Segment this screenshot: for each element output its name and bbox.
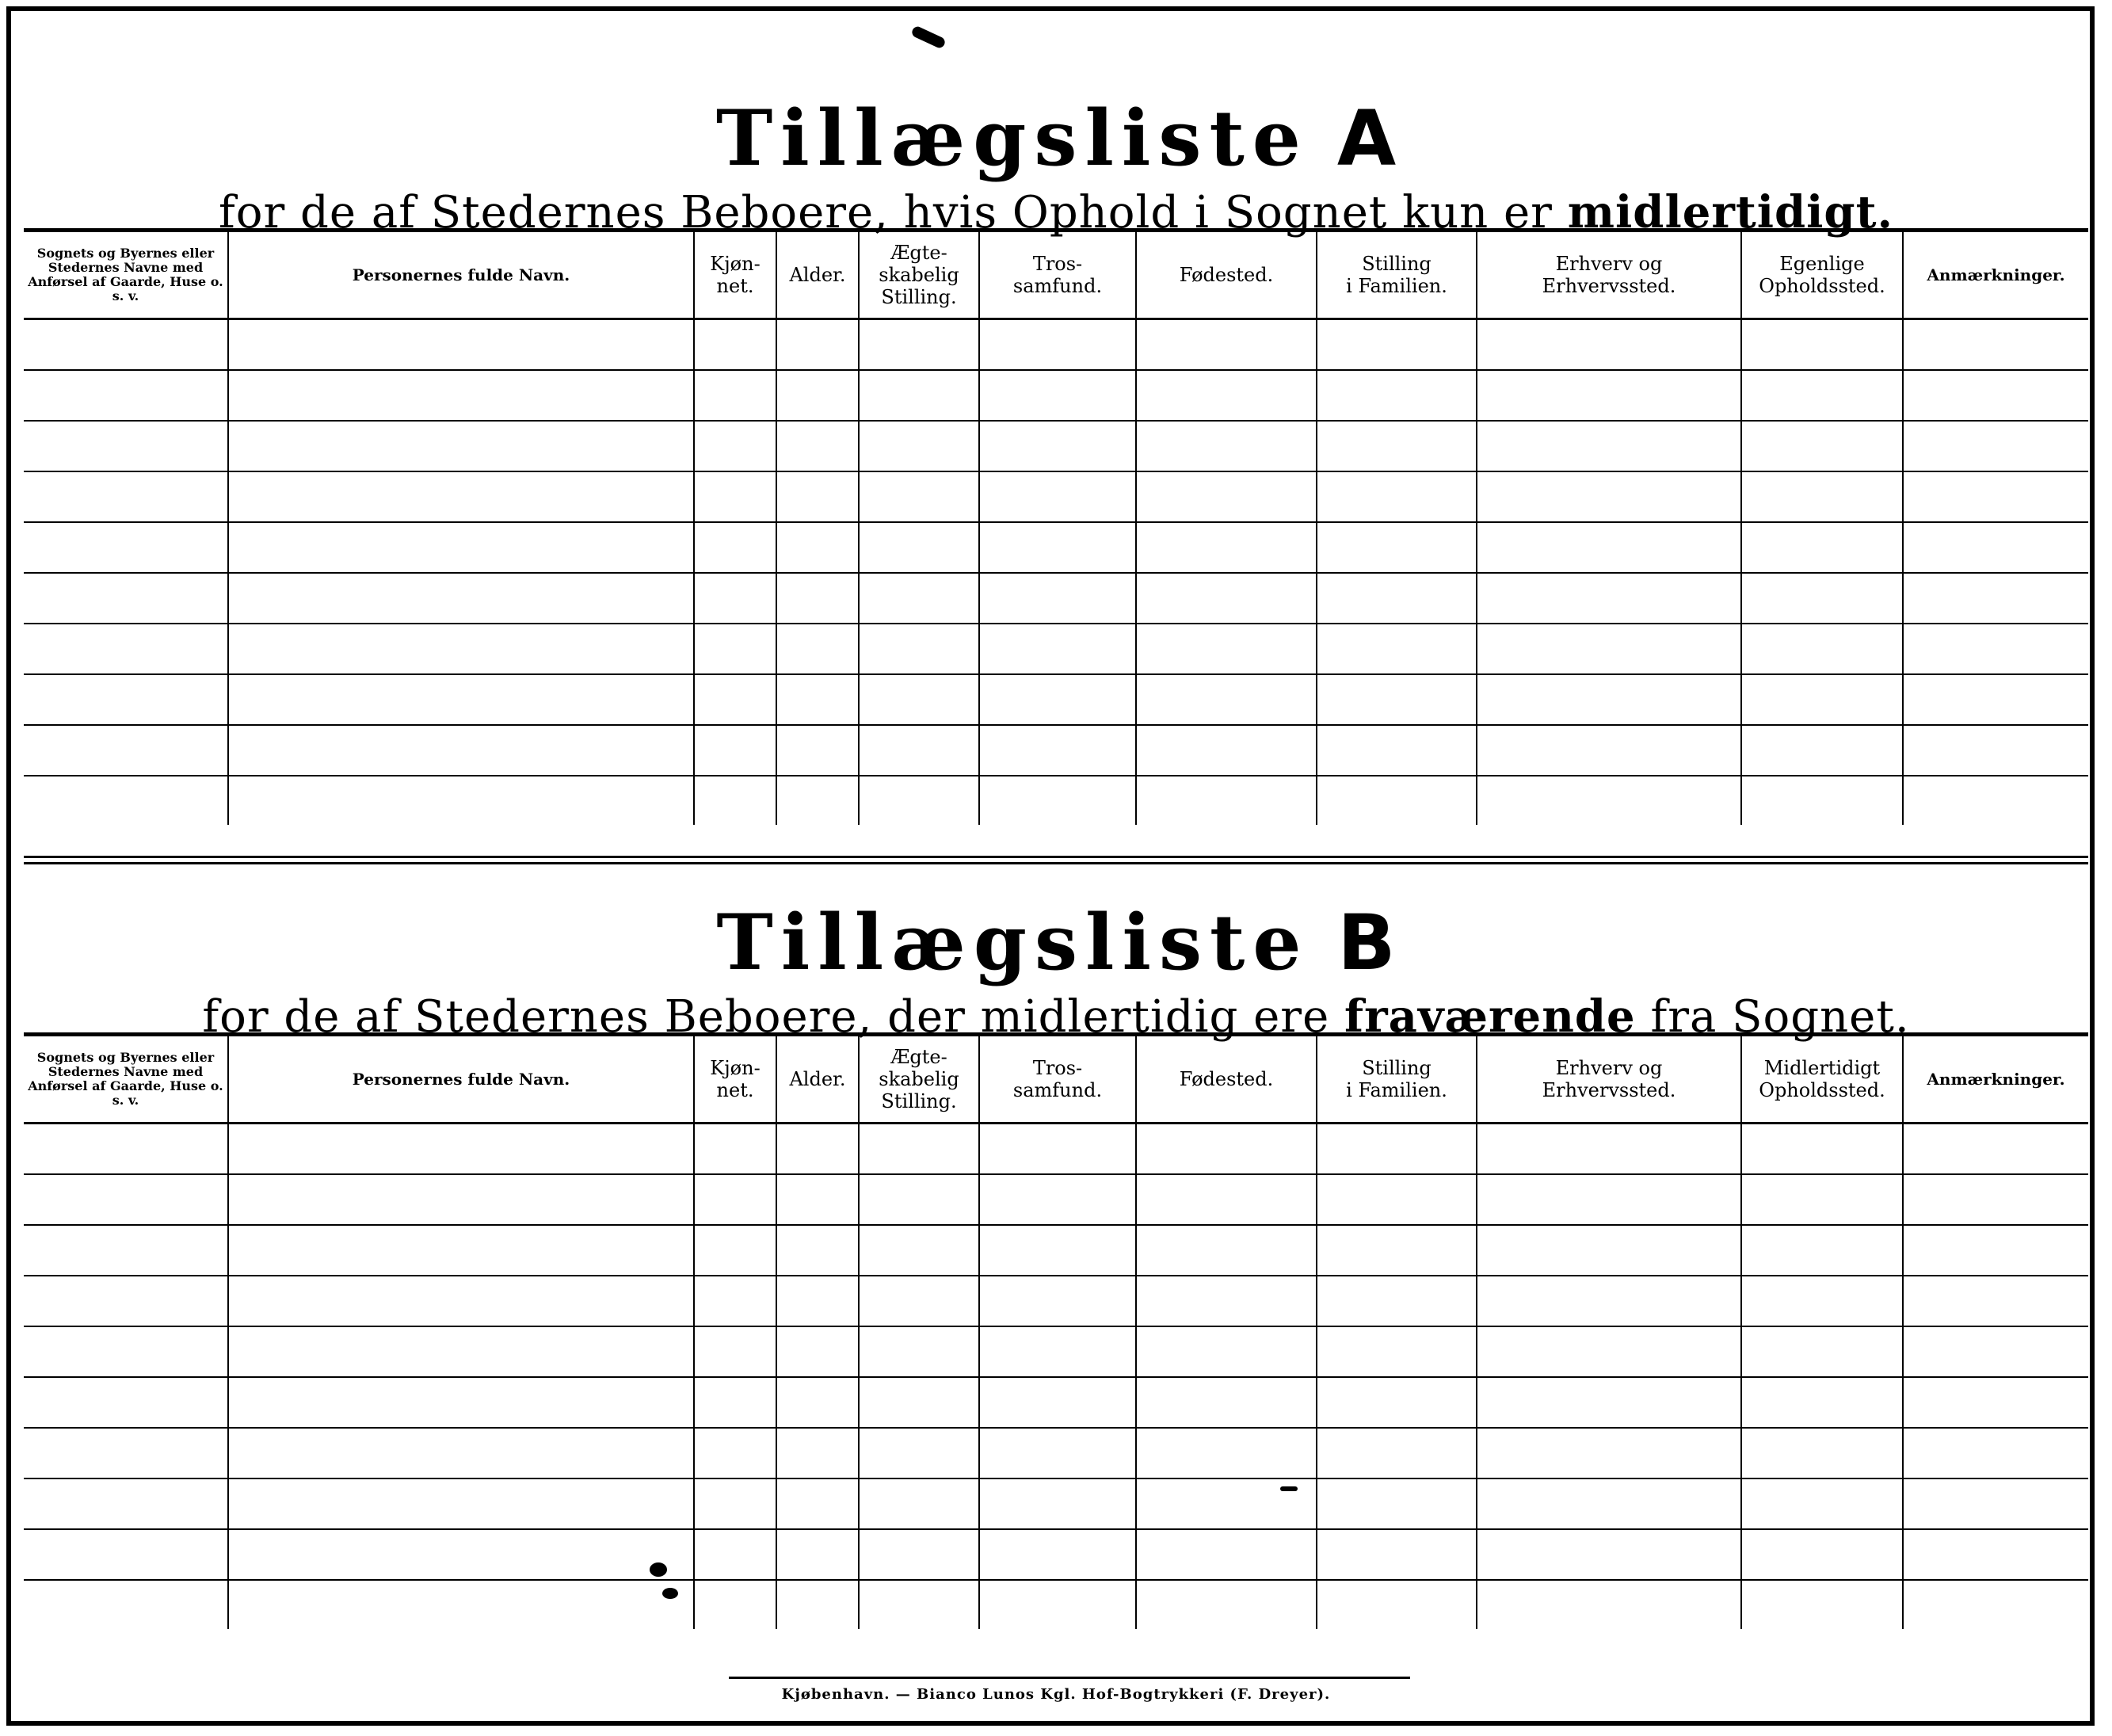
table-cell[interactable]	[979, 1529, 1136, 1580]
table-cell[interactable]	[979, 725, 1136, 776]
table-cell[interactable]	[24, 319, 228, 370]
table-cell[interactable]	[979, 1124, 1136, 1174]
table-cell[interactable]	[694, 1276, 776, 1326]
table-cell[interactable]	[979, 1174, 1136, 1225]
table-cell[interactable]	[1317, 1529, 1477, 1580]
table-cell[interactable]	[228, 370, 694, 421]
table-cell[interactable]	[694, 370, 776, 421]
col-header-remarks: Anmærkninger.	[1903, 1035, 2088, 1124]
table-cell[interactable]	[1477, 776, 1741, 825]
table-cell[interactable]	[776, 1326, 859, 1377]
table-cell[interactable]	[776, 573, 859, 624]
table-cell[interactable]	[24, 522, 228, 573]
table-cell[interactable]	[1741, 1124, 1903, 1174]
table-cell[interactable]	[1741, 624, 1903, 674]
table-cell[interactable]	[1903, 319, 2088, 370]
table-cell[interactable]	[24, 1428, 228, 1478]
table-cell[interactable]	[1136, 421, 1317, 471]
table-row	[24, 1124, 2088, 1174]
table-cell[interactable]	[1741, 370, 1903, 421]
table-cell[interactable]	[1903, 471, 2088, 522]
table-cell[interactable]	[1317, 1326, 1477, 1377]
table-cell[interactable]	[776, 1478, 859, 1529]
table-cell[interactable]	[228, 522, 694, 573]
table-cell[interactable]	[694, 1174, 776, 1225]
table-cell[interactable]	[1317, 573, 1477, 624]
ink-speck	[662, 1588, 678, 1599]
table-cell[interactable]	[859, 1478, 979, 1529]
table-cell[interactable]	[1903, 421, 2088, 471]
table-cell[interactable]	[1317, 1428, 1477, 1478]
table-cell[interactable]	[1477, 1428, 1741, 1478]
table-cell[interactable]	[979, 1225, 1136, 1276]
table-cell[interactable]	[1741, 725, 1903, 776]
col-header-family-position: Stilling i Familien.	[1317, 231, 1477, 319]
table-cell[interactable]	[1903, 725, 2088, 776]
table-cell[interactable]	[1136, 522, 1317, 573]
table-row	[24, 370, 2088, 421]
table-cell[interactable]	[776, 1174, 859, 1225]
table-cell[interactable]	[1136, 624, 1317, 674]
table-cell[interactable]	[1136, 471, 1317, 522]
col-header-occupation: Erhverv og Erhvervssted.	[1477, 1035, 1741, 1124]
title-a	[24, 95, 2088, 182]
table-cell[interactable]	[1317, 1276, 1477, 1326]
table-cell[interactable]	[859, 674, 979, 725]
col-header-marital-status: Ægte- skabelig Stilling.	[859, 1035, 979, 1124]
col-header-marital-status: Ægte- skabelig Stilling.	[859, 231, 979, 319]
table-row	[24, 776, 2088, 825]
table-cell[interactable]	[1477, 1326, 1741, 1377]
table-cell[interactable]	[776, 725, 859, 776]
table-cell[interactable]	[1477, 725, 1741, 776]
table-cell[interactable]	[1741, 319, 1903, 370]
table-cell[interactable]	[979, 471, 1136, 522]
table-row	[24, 674, 2088, 725]
table-cell[interactable]	[1903, 1529, 2088, 1580]
col-header-religion: Tros- samfund.	[979, 231, 1136, 319]
table-cell[interactable]	[24, 624, 228, 674]
table-cell[interactable]	[859, 1326, 979, 1377]
table-cell[interactable]	[859, 319, 979, 370]
table-cell[interactable]	[1477, 471, 1741, 522]
table-cell[interactable]	[694, 471, 776, 522]
table-row	[24, 1428, 2088, 1478]
table-cell[interactable]	[1136, 1326, 1317, 1377]
table-cell[interactable]	[979, 319, 1136, 370]
col-header-sex: Kjøn- net.	[694, 231, 776, 319]
table-cell[interactable]	[776, 319, 859, 370]
table-cell[interactable]	[1903, 522, 2088, 573]
table-cell[interactable]	[228, 1124, 694, 1174]
table-cell[interactable]	[776, 624, 859, 674]
table-cell[interactable]	[776, 370, 859, 421]
table-cell[interactable]	[24, 1529, 228, 1580]
col-header-remarks: Anmærkninger.	[1903, 231, 2088, 319]
table-cell[interactable]	[1317, 522, 1477, 573]
table-cell[interactable]	[1903, 624, 2088, 674]
table-cell[interactable]	[1903, 1377, 2088, 1428]
title-a-letter: A	[1336, 94, 1397, 183]
table-cell[interactable]	[694, 776, 776, 825]
header-row	[24, 1035, 2088, 1124]
table-cell[interactable]	[859, 1124, 979, 1174]
table-cell[interactable]	[1741, 1174, 1903, 1225]
table-cell[interactable]	[228, 1276, 694, 1326]
printer-imprint: Kjøbenhavn. — Bianco Lunos Kgl. Hof-Bogtrykkeri (F. Dreyer).	[781, 1686, 1331, 1703]
table-cell[interactable]	[1136, 1225, 1317, 1276]
table-cell[interactable]	[228, 573, 694, 624]
table-cell[interactable]	[776, 674, 859, 725]
table-cell[interactable]	[1741, 1478, 1903, 1529]
table-cell[interactable]	[776, 522, 859, 573]
table-cell[interactable]	[979, 573, 1136, 624]
table-cell[interactable]	[1136, 725, 1317, 776]
register-body-b	[24, 1124, 2088, 1629]
col-header-location: Sognets og Byernes eller Stedernes Navne med Anførsel af Gaarde, Huse o. s. v.	[24, 1035, 228, 1124]
table-cell[interactable]	[1741, 1225, 1903, 1276]
table-row	[24, 1276, 2088, 1326]
table-cell[interactable]	[24, 1276, 228, 1326]
table-cell[interactable]	[228, 471, 694, 522]
table-cell[interactable]	[979, 421, 1136, 471]
table-cell[interactable]	[228, 624, 694, 674]
register-body-a	[24, 319, 2088, 825]
footer-rule	[729, 1677, 1410, 1679]
table-cell[interactable]	[1741, 776, 1903, 825]
header-row	[24, 231, 2088, 319]
table-cell[interactable]	[1903, 1124, 2088, 1174]
table-cell[interactable]	[1477, 573, 1741, 624]
table-cell[interactable]	[979, 674, 1136, 725]
col-header-birthplace: Fødested.	[1136, 231, 1317, 319]
table-cell[interactable]	[1903, 674, 2088, 725]
table-cell[interactable]	[1903, 1225, 2088, 1276]
table-cell[interactable]	[1136, 1529, 1317, 1580]
table-cell[interactable]	[776, 471, 859, 522]
col-header-occupation: Erhverv og Erhvervssted.	[1477, 231, 1741, 319]
table-row	[24, 725, 2088, 776]
ink-speck	[1280, 1486, 1298, 1491]
table-cell[interactable]	[228, 1580, 694, 1629]
table-cell[interactable]	[1477, 1225, 1741, 1276]
table-row	[24, 1225, 2088, 1276]
table-cell[interactable]	[1741, 471, 1903, 522]
table-cell[interactable]	[228, 776, 694, 825]
table-cell[interactable]	[228, 1174, 694, 1225]
table-cell[interactable]	[859, 1377, 979, 1428]
table-row	[24, 1529, 2088, 1580]
table-cell[interactable]	[228, 421, 694, 471]
table-cell[interactable]	[694, 1326, 776, 1377]
table-cell[interactable]	[1477, 319, 1741, 370]
subtitle-a-emphasis: midlertidigt.	[1567, 186, 1893, 238]
table-cell[interactable]	[694, 522, 776, 573]
table-cell[interactable]	[1317, 1377, 1477, 1428]
table-cell[interactable]	[1317, 1174, 1477, 1225]
table-cell[interactable]	[1136, 370, 1317, 421]
table-cell[interactable]	[1136, 674, 1317, 725]
table-cell[interactable]	[694, 1377, 776, 1428]
table-cell[interactable]	[859, 1276, 979, 1326]
table-cell[interactable]	[694, 1124, 776, 1174]
register-table-a	[24, 228, 2088, 825]
table-cell[interactable]	[1741, 1529, 1903, 1580]
table-cell[interactable]	[979, 370, 1136, 421]
table-cell[interactable]	[1741, 1276, 1903, 1326]
table-cell[interactable]	[694, 421, 776, 471]
table-cell[interactable]	[228, 1377, 694, 1428]
section-divider	[24, 856, 2088, 864]
table-cell[interactable]	[776, 1276, 859, 1326]
table-cell[interactable]	[1741, 522, 1903, 573]
table-cell[interactable]	[228, 674, 694, 725]
table-cell[interactable]	[859, 522, 979, 573]
title-b-text: Tillægsliste	[716, 898, 1310, 987]
table-cell[interactable]	[1317, 1124, 1477, 1174]
col-header-residence: Egenlige Opholdssted.	[1741, 231, 1903, 319]
subtitle-b-text-end: fra Sognet.	[1650, 991, 1910, 1043]
table-cell[interactable]	[1136, 776, 1317, 825]
table-cell[interactable]	[694, 674, 776, 725]
table-cell[interactable]	[228, 319, 694, 370]
table-cell[interactable]	[1477, 522, 1741, 573]
table-cell[interactable]	[694, 1478, 776, 1529]
title-b	[24, 899, 2088, 986]
table-cell[interactable]	[228, 1225, 694, 1276]
table-cell[interactable]	[1317, 725, 1477, 776]
table-cell[interactable]	[1903, 1276, 2088, 1326]
table-cell[interactable]	[24, 421, 228, 471]
table-cell[interactable]	[1903, 1174, 2088, 1225]
table-cell[interactable]	[1741, 1326, 1903, 1377]
table-cell[interactable]	[694, 1225, 776, 1276]
table-cell[interactable]	[1477, 1276, 1741, 1326]
table-cell[interactable]	[859, 573, 979, 624]
table-cell[interactable]	[979, 776, 1136, 825]
table-cell[interactable]	[859, 1529, 979, 1580]
table-cell[interactable]	[979, 1428, 1136, 1478]
table-cell[interactable]	[1477, 421, 1741, 471]
table-cell[interactable]	[859, 421, 979, 471]
table-cell[interactable]	[1136, 1428, 1317, 1478]
table-cell[interactable]	[859, 624, 979, 674]
table-cell[interactable]	[24, 1124, 228, 1174]
table-cell[interactable]	[1903, 1580, 2088, 1629]
ink-speck	[650, 1562, 667, 1577]
table-cell[interactable]	[1741, 1428, 1903, 1478]
title-a-text: Tillægsliste	[715, 93, 1309, 183]
table-cell[interactable]	[228, 1326, 694, 1377]
subtitle-a-text: for de af Stedernes Beboere, hvis Ophold i Sognet kun er	[219, 187, 1553, 238]
table-cell[interactable]	[776, 1529, 859, 1580]
table-cell[interactable]	[1317, 1225, 1477, 1276]
table-cell[interactable]	[24, 776, 228, 825]
subtitle-b-text: for de af Stedernes Beboere, der midlertidig ere	[202, 991, 1330, 1043]
table-cell[interactable]	[24, 1225, 228, 1276]
col-header-sex: Kjøn- net.	[694, 1035, 776, 1124]
col-header-temporary-residence: Midlertidigt Opholdssted.	[1741, 1035, 1903, 1124]
table-cell[interactable]	[1477, 1580, 1741, 1629]
table-cell[interactable]	[1903, 1428, 2088, 1478]
table-cell[interactable]	[24, 370, 228, 421]
table-cell[interactable]	[1903, 776, 2088, 825]
table-cell[interactable]	[1136, 1174, 1317, 1225]
table-cell[interactable]	[24, 573, 228, 624]
table-cell[interactable]	[1317, 471, 1477, 522]
table-cell[interactable]	[859, 370, 979, 421]
table-cell[interactable]	[24, 674, 228, 725]
table-cell[interactable]	[776, 1377, 859, 1428]
table-cell[interactable]	[1903, 573, 2088, 624]
table-cell[interactable]	[776, 1225, 859, 1276]
table-cell[interactable]	[694, 1428, 776, 1478]
table-cell[interactable]	[1741, 674, 1903, 725]
table-cell[interactable]	[776, 1580, 859, 1629]
table-cell[interactable]	[1477, 370, 1741, 421]
table-cell[interactable]	[859, 1580, 979, 1629]
table-cell[interactable]	[1903, 1478, 2088, 1529]
table-cell[interactable]	[694, 624, 776, 674]
table-cell[interactable]	[228, 1529, 694, 1580]
table-cell[interactable]	[1136, 1580, 1317, 1629]
table-cell[interactable]	[1317, 1580, 1477, 1629]
table-cell[interactable]	[694, 573, 776, 624]
col-header-age: Alder.	[776, 231, 859, 319]
table-cell[interactable]	[1477, 1124, 1741, 1174]
table-cell[interactable]	[1477, 1529, 1741, 1580]
table-cell[interactable]	[859, 725, 979, 776]
col-header-location: Sognets og Byernes eller Stedernes Navne med Anførsel af Gaarde, Huse o. s. v.	[24, 231, 228, 319]
table-cell[interactable]	[24, 471, 228, 522]
table-cell[interactable]	[24, 1478, 228, 1529]
subtitle-b-emphasis: fraværende	[1344, 990, 1636, 1043]
table-cell[interactable]	[979, 522, 1136, 573]
col-header-age: Alder.	[776, 1035, 859, 1124]
table-cell[interactable]	[776, 776, 859, 825]
table-cell[interactable]	[1477, 674, 1741, 725]
table-cell[interactable]	[694, 725, 776, 776]
table-cell[interactable]	[1741, 573, 1903, 624]
table-cell[interactable]	[1317, 624, 1477, 674]
col-header-name: Personernes fulde Navn.	[228, 1035, 694, 1124]
table-cell[interactable]	[694, 319, 776, 370]
table-cell[interactable]	[1317, 1478, 1477, 1529]
section-b	[24, 898, 2088, 1112]
table-cell[interactable]	[979, 1580, 1136, 1629]
table-cell[interactable]	[1741, 1580, 1903, 1629]
table-cell[interactable]	[859, 471, 979, 522]
table-cell[interactable]	[859, 1428, 979, 1478]
table-row	[24, 522, 2088, 573]
table-cell[interactable]	[228, 1428, 694, 1478]
table-cell[interactable]	[1136, 1124, 1317, 1174]
section-a	[24, 93, 2088, 308]
col-header-family-position: Stilling i Familien.	[1317, 1035, 1477, 1124]
col-header-name: Personernes fulde Navn.	[228, 231, 694, 319]
table-cell[interactable]	[979, 1276, 1136, 1326]
table-row	[24, 624, 2088, 674]
table-cell[interactable]	[1317, 421, 1477, 471]
table-row	[24, 1377, 2088, 1428]
table-cell[interactable]	[1477, 1478, 1741, 1529]
table-cell[interactable]	[1477, 1377, 1741, 1428]
table-row	[24, 1580, 2088, 1629]
table-cell[interactable]	[1903, 1326, 2088, 1377]
table-cell[interactable]	[1136, 319, 1317, 370]
table-cell[interactable]	[979, 1377, 1136, 1428]
table-cell[interactable]	[1477, 624, 1741, 674]
table-cell[interactable]	[1136, 1276, 1317, 1326]
table-cell[interactable]	[776, 421, 859, 471]
table-cell[interactable]	[1317, 319, 1477, 370]
table-cell[interactable]	[1741, 421, 1903, 471]
table-cell[interactable]	[979, 624, 1136, 674]
table-row	[24, 1478, 2088, 1529]
table-cell[interactable]	[24, 1174, 228, 1225]
table-cell[interactable]	[1317, 776, 1477, 825]
register-table-b	[24, 1032, 2088, 1629]
table-cell[interactable]	[776, 1428, 859, 1478]
table-row	[24, 1174, 2088, 1225]
table-row	[24, 573, 2088, 624]
table-cell[interactable]	[1903, 370, 2088, 421]
table-cell[interactable]	[776, 1124, 859, 1174]
table-cell[interactable]	[859, 1225, 979, 1276]
table-cell[interactable]	[1317, 674, 1477, 725]
table-row	[24, 319, 2088, 370]
table-cell[interactable]	[228, 725, 694, 776]
col-header-religion: Tros- samfund.	[979, 1035, 1136, 1124]
table-cell[interactable]	[859, 776, 979, 825]
table-cell[interactable]	[1317, 370, 1477, 421]
table-row	[24, 1326, 2088, 1377]
table-cell[interactable]	[979, 1478, 1136, 1529]
table-cell[interactable]	[1136, 573, 1317, 624]
table-cell[interactable]	[694, 1580, 776, 1629]
table-cell[interactable]	[228, 1478, 694, 1529]
table-cell[interactable]	[24, 1580, 228, 1629]
table-cell[interactable]	[979, 1326, 1136, 1377]
table-cell[interactable]	[859, 1174, 979, 1225]
col-header-birthplace: Fødested.	[1136, 1035, 1317, 1124]
table-cell[interactable]	[24, 1326, 228, 1377]
table-cell[interactable]	[1477, 1174, 1741, 1225]
table-cell[interactable]	[24, 1377, 228, 1428]
table-cell[interactable]	[1136, 1377, 1317, 1428]
table-cell[interactable]	[24, 725, 228, 776]
table-cell[interactable]	[1741, 1377, 1903, 1428]
table-row	[24, 471, 2088, 522]
table-row	[24, 421, 2088, 471]
table-cell[interactable]	[694, 1529, 776, 1580]
title-b-letter: B	[1337, 899, 1396, 987]
